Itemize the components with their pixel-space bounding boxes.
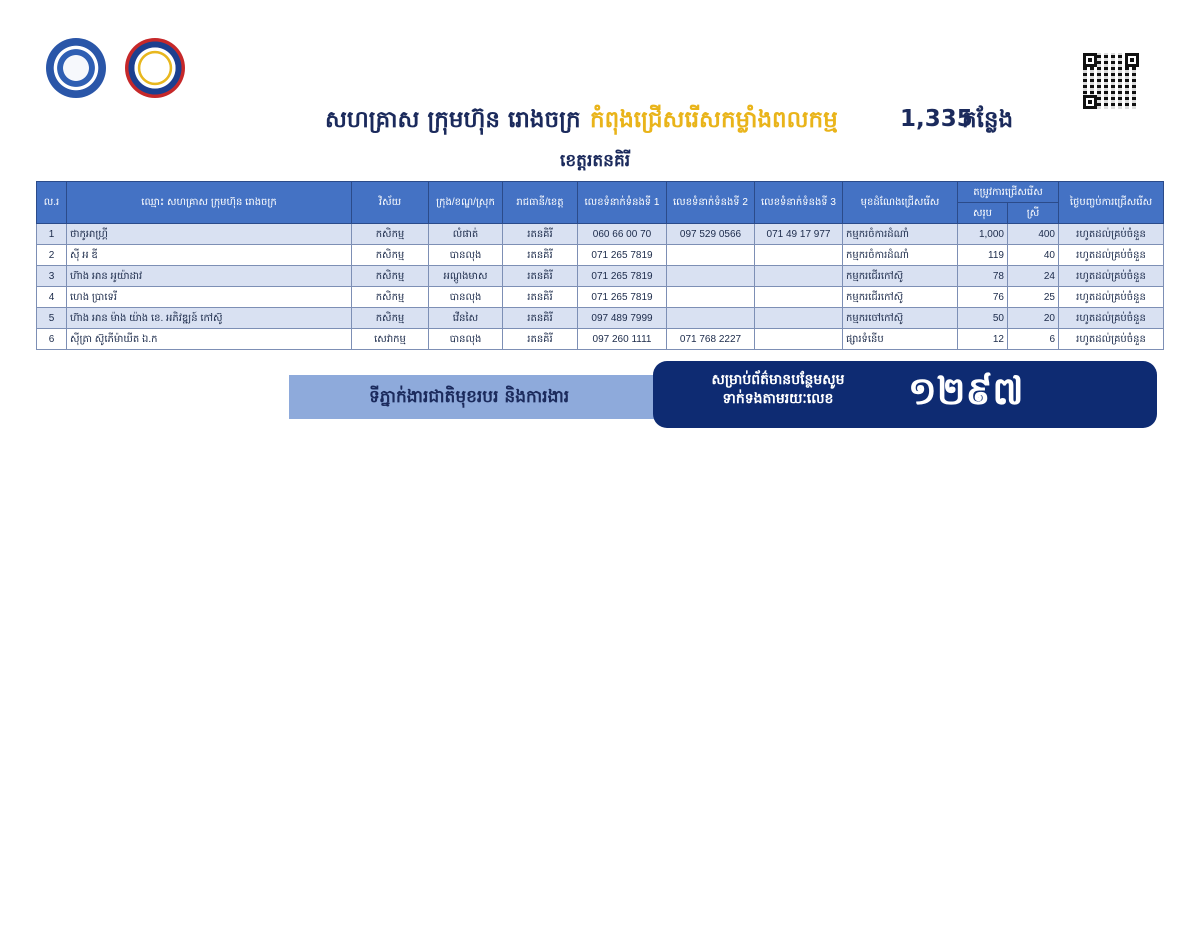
hotline-number: ១២៩៧: [908, 369, 1024, 413]
cell-phone1: 071 265 7819: [578, 266, 667, 287]
cell-province: រតនគិរី: [503, 329, 578, 350]
cell-name: ស៊ីត្រា ស៊ូភើម៉ាឃីត ឯ.ក: [67, 329, 352, 350]
cell-name: ថាកូអាហ្គ្រី: [67, 224, 352, 245]
agency-name: ទីភ្នាក់ងារជាតិមុខរបរ និងការងារ: [369, 387, 570, 407]
cell-phone1: 097 489 7999: [578, 308, 667, 329]
contact-banner: [653, 361, 1157, 428]
cell-female: 25: [1008, 287, 1059, 308]
cell-position: ផ្សារទំនើប: [843, 329, 958, 350]
cell-female: 24: [1008, 266, 1059, 287]
cell-province: រតនគិរី: [503, 287, 578, 308]
cell-phone1: 071 265 7819: [578, 245, 667, 266]
cell-deadline: រហូតដល់គ្រប់ចំនួន: [1059, 245, 1164, 266]
cell-total: 1,000: [958, 224, 1008, 245]
cell-female: 20: [1008, 308, 1059, 329]
agency-banner: [289, 375, 669, 419]
cell-sector: កសិកម្ម: [352, 245, 429, 266]
cell-position: កម្មករចំការដំណាំ: [843, 224, 958, 245]
cell-phone3: [755, 266, 843, 287]
cell-position: កម្មករជើរកៅស៊ូ: [843, 266, 958, 287]
cell-phone1: 060 66 00 70: [578, 224, 667, 245]
cell-sector: កសិកម្ម: [352, 266, 429, 287]
cell-deadline: រហូតដល់គ្រប់ចំនួន: [1059, 329, 1164, 350]
cell-sector: កសិកម្ម: [352, 287, 429, 308]
cell-phone3: [755, 329, 843, 350]
col-total: សរុប: [958, 203, 1008, 224]
cell-phone3: [755, 245, 843, 266]
cell-sector: កសិកម្ម: [352, 308, 429, 329]
cell-province: រតនគិរី: [503, 245, 578, 266]
table-row: [37, 287, 1164, 308]
cell-female: 40: [1008, 245, 1059, 266]
cell-phone2: [667, 308, 755, 329]
col-position: មុខដំណែងជ្រើសរើស: [843, 182, 958, 224]
cell-name: ហ៊ាង អាន អូយ៉ាដាវ: [67, 266, 352, 287]
cell-position: កម្មករជើរកៅស៊ូ: [843, 287, 958, 308]
cell-phone3: 071 49 17 977: [755, 224, 843, 245]
province-heading: ខេត្តរតនគិរី: [560, 151, 631, 171]
cell-province: រតនគិរី: [503, 266, 578, 287]
cell-total: 50: [958, 308, 1008, 329]
col-female: ស្រី: [1008, 203, 1059, 224]
col-deadline: ថ្ងៃបញ្ចប់ការជ្រើសរើស: [1059, 182, 1164, 224]
cell-no: 6: [37, 329, 67, 350]
ministry-logo-icon: [46, 38, 106, 98]
cell-district: បានលុង: [429, 329, 503, 350]
cell-phone3: [755, 308, 843, 329]
cell-female: 400: [1008, 224, 1059, 245]
cell-deadline: រហូតដល់គ្រប់ចំនួន: [1059, 287, 1164, 308]
table-row: [37, 224, 1164, 245]
col-no: ល.រ: [37, 182, 67, 224]
table-row: [37, 266, 1164, 287]
cell-district: បានលុង: [429, 287, 503, 308]
cell-phone3: [755, 287, 843, 308]
cell-deadline: រហូតដល់គ្រប់ចំនួន: [1059, 266, 1164, 287]
cell-total: 78: [958, 266, 1008, 287]
col-phone1: លេខទំនាក់ទំនងទី 1: [578, 182, 667, 224]
col-district: ក្រុង/ខណ្ឌ/ស្រុក: [429, 182, 503, 224]
cell-no: 5: [37, 308, 67, 329]
col-province: រាជធានី/ខេត្ត: [503, 182, 578, 224]
cell-position: កម្មករចំការដំណាំ: [843, 245, 958, 266]
cell-sector: សេវាកម្ម: [352, 329, 429, 350]
cell-name: ហេង ប្រាទេរី: [67, 287, 352, 308]
table-row: [37, 329, 1164, 350]
cell-female: 6: [1008, 329, 1059, 350]
cell-province: រតនគិរី: [503, 308, 578, 329]
col-demand: តម្រូវការជ្រើសរើស: [958, 182, 1059, 203]
cell-no: 1: [37, 224, 67, 245]
agency-logo-icon: [125, 38, 185, 98]
title-recruiting: កំពុងជ្រើសរើសកម្លាំងពលកម្ម: [590, 107, 838, 133]
cell-district: លំផាត់: [429, 224, 503, 245]
qr-code-icon: [1083, 53, 1139, 109]
cell-district: បានលុង: [429, 245, 503, 266]
cell-sector: កសិកម្ម: [352, 224, 429, 245]
cell-phone2: 097 529 0566: [667, 224, 755, 245]
cell-district: វើនសៃ: [429, 308, 503, 329]
cell-deadline: រហូតដល់គ្រប់ចំនួន: [1059, 224, 1164, 245]
cell-province: រតនគិរី: [503, 224, 578, 245]
positions-count: 1,335: [900, 106, 973, 132]
cell-phone2: [667, 266, 755, 287]
col-name: ឈ្មោះ សហគ្រាស ក្រុមហ៊ុន រោងចក្រ: [67, 182, 352, 224]
job-table: [36, 181, 1164, 350]
cell-deadline: រហូតដល់គ្រប់ចំនួន: [1059, 308, 1164, 329]
col-phone2: លេខទំនាក់ទំនងទី 2: [667, 182, 755, 224]
cell-no: 2: [37, 245, 67, 266]
cell-name: ស៊ី អ ឌី: [67, 245, 352, 266]
cell-no: 3: [37, 266, 67, 287]
positions-unit: កន្លែង: [962, 107, 1014, 133]
cell-phone2: [667, 287, 755, 308]
cell-total: 12: [958, 329, 1008, 350]
cell-phone2: 071 768 2227: [667, 329, 755, 350]
cell-total: 119: [958, 245, 1008, 266]
cell-total: 76: [958, 287, 1008, 308]
table-row: [37, 245, 1164, 266]
cell-phone2: [667, 245, 755, 266]
cell-district: អណ្ដូងមាស: [429, 266, 503, 287]
title-enterprises: សហគ្រាស ក្រុមហ៊ុន រោងចក្រ: [325, 107, 581, 133]
cell-no: 4: [37, 287, 67, 308]
cell-phone1: 097 260 1111: [578, 329, 667, 350]
cell-name: ហ៊ាង អាន ម៉ាង យ៉ាង ខេ. អភិវឌ្ឍន៍ កៅស៊ូ: [67, 308, 352, 329]
col-sector: វិស័យ: [352, 182, 429, 224]
contact-text: សម្រាប់ព័ត៌មានបន្ថែមសូម ទាក់ទងតាមរយៈលេខ: [711, 372, 845, 407]
table-row: [37, 308, 1164, 329]
page-title: [0, 106, 1200, 142]
col-phone3: លេខទំនាក់ទំនងទី 3: [755, 182, 843, 224]
cell-position: កម្មករចៅកៅស៊ូ: [843, 308, 958, 329]
cell-phone1: 071 265 7819: [578, 287, 667, 308]
